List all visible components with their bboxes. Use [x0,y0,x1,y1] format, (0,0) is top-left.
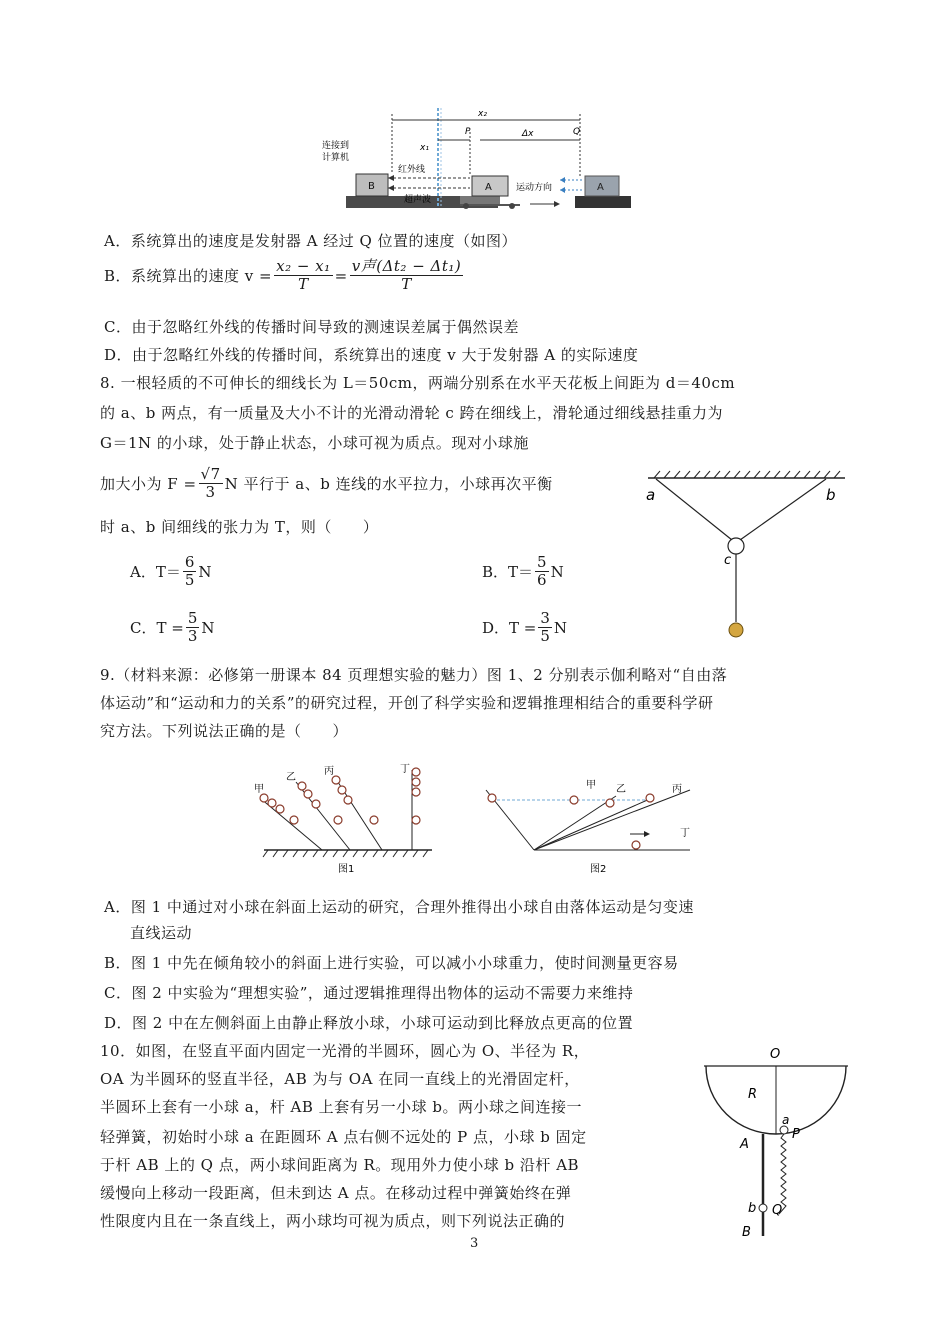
q9-option-c: C．图 2 中实验为“理想实验”，通过逻辑推理得出物体的运动不需要力来维持 [104,984,634,1002]
q10-line-1: 10．如图，在竖直平面内固定一光滑的半圆环，圆心为 O、半径为 R， [100,1042,590,1060]
q8-option-b-unit: N [550,562,564,581]
q10-line-4: 轻弹簧，初始时小球 a 在距圆环 A 点右侧不远处的 P 点，小球 b 固定 [100,1128,587,1146]
label-ultrasound: 超声波 [404,195,432,205]
q8-option-a-den: 5 [184,571,195,589]
label-Q: Q [573,127,581,137]
q7-option-b-frac2-num: v声(Δt₂ − Δt₁) [351,257,462,275]
label-x1: x₁ [420,143,429,153]
label-A-point: A [740,1137,749,1152]
ultrasonic-speed-apparatus-figure [320,104,636,224]
q9-option-a-line-1: A．图 1 中通过对小球在斜面上运动的研究，合理外推得出小球自由落体运动是匀变速 [104,898,694,916]
q9-option-b: B．图 1 中先在倾角较小的斜面上进行实验，可以减小小球重力，使时间测量更容易 [104,954,679,972]
q10-line-3: 半圆环上套有一小球 a，杆 AB 上套有另一小球 b。两小球之间连接一 [100,1098,582,1116]
label-b-ball: b [748,1201,757,1216]
fig2-label-ding: 丁 [680,828,690,839]
q10-line-6: 缓慢向上移动一段距离，但未到达 A 点。在移动过程中弹簧始终在弹 [100,1184,572,1202]
q8-option-a-unit: N [198,562,212,581]
q9-option-a-line-2: 直线运动 [130,924,193,942]
label-R: R [748,1087,758,1102]
fig1-label-jia: 甲 [254,784,264,795]
fig1-label-ding: 丁 [400,764,410,775]
q8-line-4 [100,466,553,501]
q7-option-b-frac1 [274,258,333,293]
q8-force-fraction [199,466,223,501]
q8-option-d-prefix: D．T = [482,619,537,637]
q8-option-a-prefix: A．T＝ [130,563,181,581]
q8-line-1: 8. 一根轻质的不可伸长的细线长为 L＝50cm，两端分别系在水平天花板上间距为 d＝40cm [100,374,736,392]
q8-line-3: G＝1N 的小球，处于静止状态，小球可视为质点。现对小球施 [100,434,529,452]
q8-option-b-den: 6 [537,571,547,589]
q7-option-d: D．由于忽略红外线的传播时间，系统算出的速度 v 大于发射器 A 的实际速度 [104,346,639,364]
label-A-cart-final: A [597,182,604,193]
q7-option-b-frac2 [350,258,464,293]
label-b: b [826,486,836,504]
label-a: a [646,486,656,504]
fig1-caption: 图1 [338,864,355,875]
q8-option-b-prefix: B．T＝ [482,563,534,581]
q8-option-d [482,610,567,645]
label-a-ball: a [782,1113,790,1127]
fig1-label-bing: 丙 [324,766,334,777]
label-B-box: B [368,181,375,192]
label-P: P [465,127,471,137]
fig2-label-bing: 丙 [672,784,682,795]
q8-option-b-num: 5 [537,553,547,571]
q8-force-num: √7 [200,465,221,483]
fig2-caption: 图2 [590,864,607,875]
q10-line-2: OA 为半圆环的竖直半径，AB 为与 OA 在同一直线上的光滑固定杆， [100,1070,580,1088]
label-B-end: B [742,1225,751,1240]
label-P-point: P [792,1127,800,1142]
label-c: c [724,553,732,568]
label-computer: 计算机 [322,153,350,163]
q8-option-d-unit: N [553,618,568,637]
q7-option-a: A．系统算出的速度是发射器 A 经过 Q 位置的速度（如图） [104,232,518,250]
q8-force-den: 3 [205,483,216,501]
q9-line-3: 究方法。下列说法正确的是（ ） [100,722,349,740]
fig2-label-jia: 甲 [586,780,596,791]
q7-option-c: C．由于忽略红外线的传播时间导致的测速误差属于偶然误差 [104,318,519,336]
q8-option-a [130,554,212,589]
galileo-incline-figure-2 [476,770,702,878]
q8-option-a-num: 6 [184,553,195,571]
q8-option-c-unit: N [201,618,215,637]
q7-option-b-frac1-den: T [298,275,309,293]
label-direction: 运动方向 [516,183,553,193]
q8-line-2: 的 a、b 两点，有一质量及大小不计的光滑动滑轮 c 跨在细线上，滑轮通过细线悬挂重力为 [100,404,724,422]
q8-line-5: 时 a、b 间细线的张力为 T，则（ ） [100,518,379,536]
q8-option-c-den: 3 [187,627,198,645]
q10-line-5: 于杆 AB 上的 Q 点，两小球间距离为 R。现用外力使小球 b 沿杆 AB [100,1156,580,1174]
q8-line-4-prefix: 加大小为 F = [100,475,197,493]
semicircle-ring-figure [690,1040,860,1240]
q8-option-b [482,554,564,589]
label-infrared: 红外线 [398,165,426,175]
label-connect: 连接到 [322,141,350,151]
galileo-incline-figure-1 [250,758,440,878]
q8-line-4-suffix: N 平行于 a、b 连线的水平拉力，小球再次平衡 [224,475,553,493]
q9-line-2: 体运动”和“运动和力的关系”的研究过程，开创了科学实验和逻辑推理相结合的重要科学研 [100,694,714,712]
label-x2: x₂ [478,109,487,119]
label-dx: Δx [522,129,534,139]
q7-option-b: B．系统算出的速度 v = $\frac{\text{x₂ − x₁}}{T}$ = $\frac{\text{v声(Δt₂ − Δt₁)}}{T}$ [104,257,462,293]
label-Q-point: Q [772,1203,783,1218]
q8-option-c [130,610,215,645]
q8-option-d-num: 3 [540,609,550,627]
q7-option-b-prefix: B．系统算出的速度 v = [104,267,273,285]
q9-option-d: D．图 2 中在左侧斜面上由静止释放小球，小球可运动到比释放点更高的位置 [104,1014,634,1032]
label-O: O [770,1047,781,1062]
q8-option-c-num: 5 [187,609,198,627]
q7-option-b-frac2-den: T [401,275,412,293]
q8-option-c-prefix: C．T = [130,619,184,637]
fig1-label-yi: 乙 [286,772,296,783]
q7-option-b-frac1-num: x₂ − x₁ [276,257,331,275]
q8-option-d-den: 5 [540,627,550,645]
q9-line-1: 9.（材料来源：必修第一册课本 84 页理想实验的魅力）图 1、2 分别表示伽利略对“自由落 [100,666,728,684]
page-number: 3 [470,1236,479,1251]
label-A-cart: A [485,182,492,193]
pulley-figure [640,470,850,646]
fig2-label-yi: 乙 [616,784,626,795]
q10-line-7: 性限度内且在一条直线上，两小球均可视为质点，则下列说法正确的 [100,1212,566,1230]
